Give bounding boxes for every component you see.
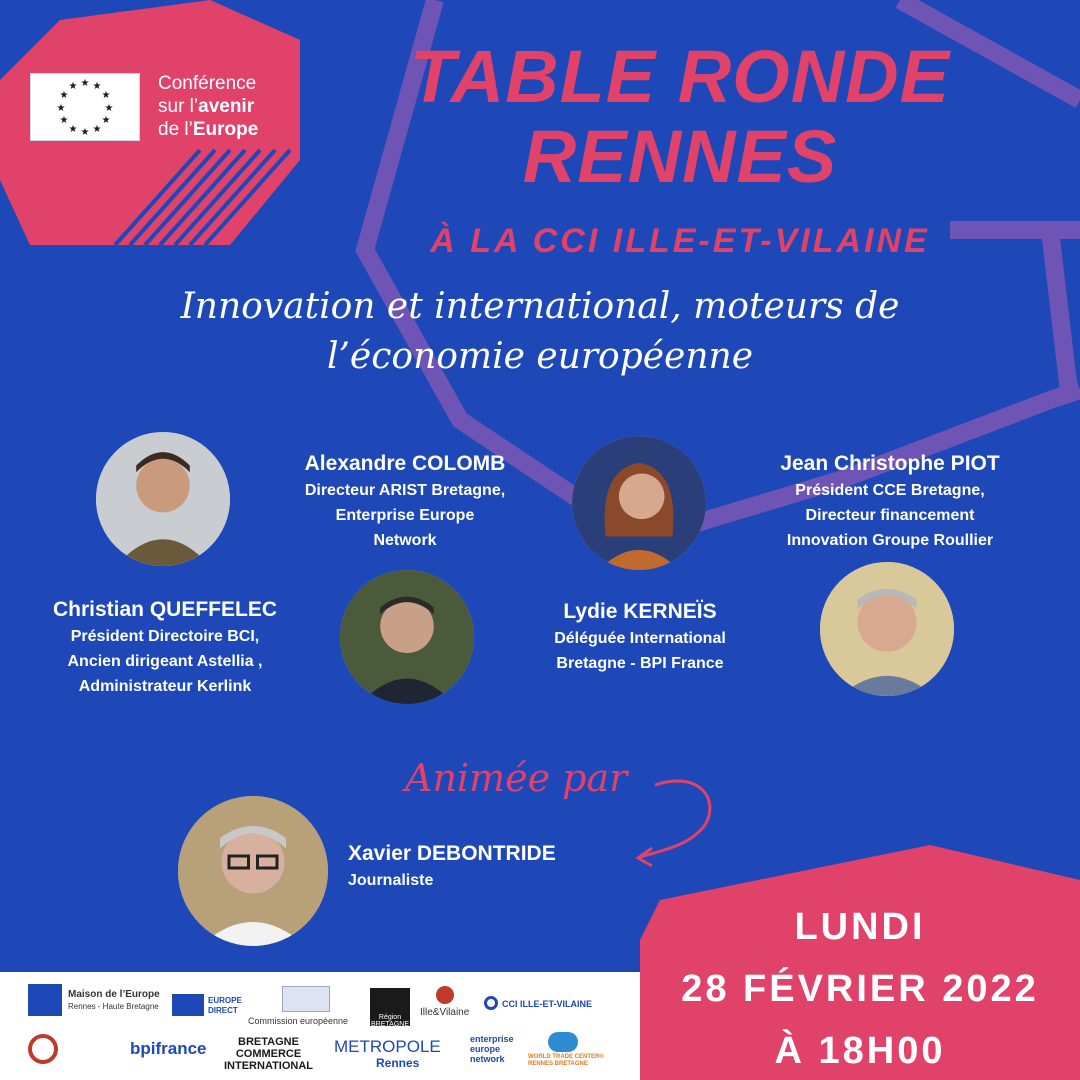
cci-icon [484, 996, 498, 1010]
europe-direct-flag-icon [172, 994, 204, 1016]
partner-een [470, 1034, 514, 1064]
svg-text:★: ★ [80, 77, 90, 89]
speaker-role-line: Network [373, 532, 437, 549]
title-line-2: RENNES [522, 115, 838, 198]
partner-wtc [528, 1054, 604, 1068]
moderator [348, 840, 556, 893]
svg-text:★: ★ [59, 114, 69, 126]
topic [60, 282, 1020, 382]
wtc-line: WORLD TRADE CENTER® [528, 1054, 604, 1060]
een-line: enterprise [470, 1034, 514, 1044]
avatar-alexandre-colomb [340, 570, 474, 704]
subtitle: À LA CCI ILLE-ET-VILAINE [430, 222, 930, 260]
metropole-line: METROPOLE [334, 1037, 441, 1056]
date-day: LUNDI [794, 906, 926, 948]
speaker-role-line: Administrateur Kerlink [78, 678, 252, 695]
speaker-role-line: Président Directoire BCI, [70, 628, 260, 645]
conference-logo-text [158, 72, 258, 141]
logo-line-2: sur l’avenir [158, 96, 255, 117]
logo-line-1: Conférence [158, 73, 257, 94]
conference-logo [30, 72, 258, 141]
maison-europe-icon [28, 984, 62, 1016]
avatar-lydie-kerneis [572, 436, 706, 570]
speaker-name: Christian QUEFFELEC [52, 598, 278, 621]
wtc-line: RENNES BRETAGNE [528, 1061, 588, 1067]
een-line: network [470, 1054, 505, 1064]
partner-logos [0, 972, 640, 1080]
logo-line-3: de l’Europe [158, 119, 259, 140]
eu-flag-icon [30, 73, 140, 141]
svg-text:★: ★ [92, 80, 102, 92]
speaker-role-line: Président CCE Bretagne, [795, 482, 985, 499]
bci-line: BRETAGNE [238, 1036, 299, 1048]
een-line: europe [470, 1044, 501, 1054]
speaker-lydie-kerneis [495, 598, 785, 676]
moderator-role: Journaliste [348, 872, 434, 889]
partner-commission: Commission européenne [248, 1016, 349, 1026]
commission-icon [282, 986, 330, 1012]
speaker-role-line: Innovation Groupe Roullier [786, 532, 994, 549]
title-line-1: TABLE RONDE [410, 35, 950, 118]
topic-line-2: l’économie européenne [326, 336, 754, 377]
date-time: À 18H00 [774, 1030, 946, 1072]
partner-ille-vilaine: Ille&Vilaine [420, 1007, 470, 1018]
speaker-jean-christophe-piot [745, 450, 1035, 553]
svg-text:★: ★ [68, 80, 78, 92]
svg-text:★: ★ [56, 102, 66, 114]
partner-maison-europe-sub: Rennes - Haute Bretagne [68, 1002, 159, 1011]
event-date [640, 900, 1080, 1078]
wtc-icon [548, 1032, 578, 1052]
speaker-alexandre-colomb [260, 450, 550, 553]
speaker-name: Jean Christophe PIOT [780, 452, 1000, 475]
moderator-label: Animée par [405, 756, 628, 800]
cce-icon [28, 1034, 58, 1064]
svg-text:★: ★ [92, 123, 102, 135]
speaker-role-line: Directeur ARIST Bretagne, [304, 482, 506, 499]
speaker-role-line: Déléguée International [554, 630, 726, 647]
svg-text:★: ★ [68, 123, 78, 135]
metropole-line: Rennes [376, 1056, 420, 1070]
date-full: 28 FÉVRIER 2022 [681, 968, 1039, 1010]
speaker-role-line: Bretagne - BPI France [556, 655, 724, 672]
speaker-role-line: Directeur financement [805, 507, 975, 524]
svg-text:★: ★ [101, 114, 111, 126]
avatar-jean-christophe-piot [820, 562, 954, 696]
bci-line: INTERNATIONAL [224, 1060, 314, 1072]
speaker-role-line: Enterprise Europe [335, 507, 475, 524]
svg-text:★: ★ [101, 89, 111, 101]
avatar-christian-queffelec [96, 432, 230, 566]
ille-vilaine-icon [436, 986, 454, 1004]
partner-cci: CCI ILLE-ET-VILAINE [502, 999, 592, 1009]
avatar-xavier-debontride [178, 796, 328, 946]
svg-text:★: ★ [104, 102, 114, 114]
topic-line-1: Innovation et international, moteurs de [180, 286, 900, 327]
speaker-role-line: Ancien dirigeant Astellia , [67, 653, 263, 670]
partner-maison-europe: Maison de l’Europe [68, 989, 160, 1000]
svg-text:★: ★ [59, 89, 69, 101]
bci-line: COMMERCE [235, 1048, 302, 1060]
speaker-name: Alexandre COLOMB [304, 452, 506, 475]
svg-text:★: ★ [80, 126, 90, 137]
partner-metropole [334, 1038, 441, 1072]
moderator-name: Xavier DEBONTRIDE [348, 842, 556, 865]
partner-europe-direct: EUROPE DIRECT [208, 996, 242, 1015]
partner-bpifrance: bpifrance [130, 1039, 207, 1058]
partner-region-bretagne: Région BRETAGNE [370, 988, 410, 1026]
speaker-name: Lydie KERNEÏS [563, 600, 717, 623]
partner-bci [224, 1036, 313, 1072]
speaker-christian-queffelec [20, 596, 310, 699]
